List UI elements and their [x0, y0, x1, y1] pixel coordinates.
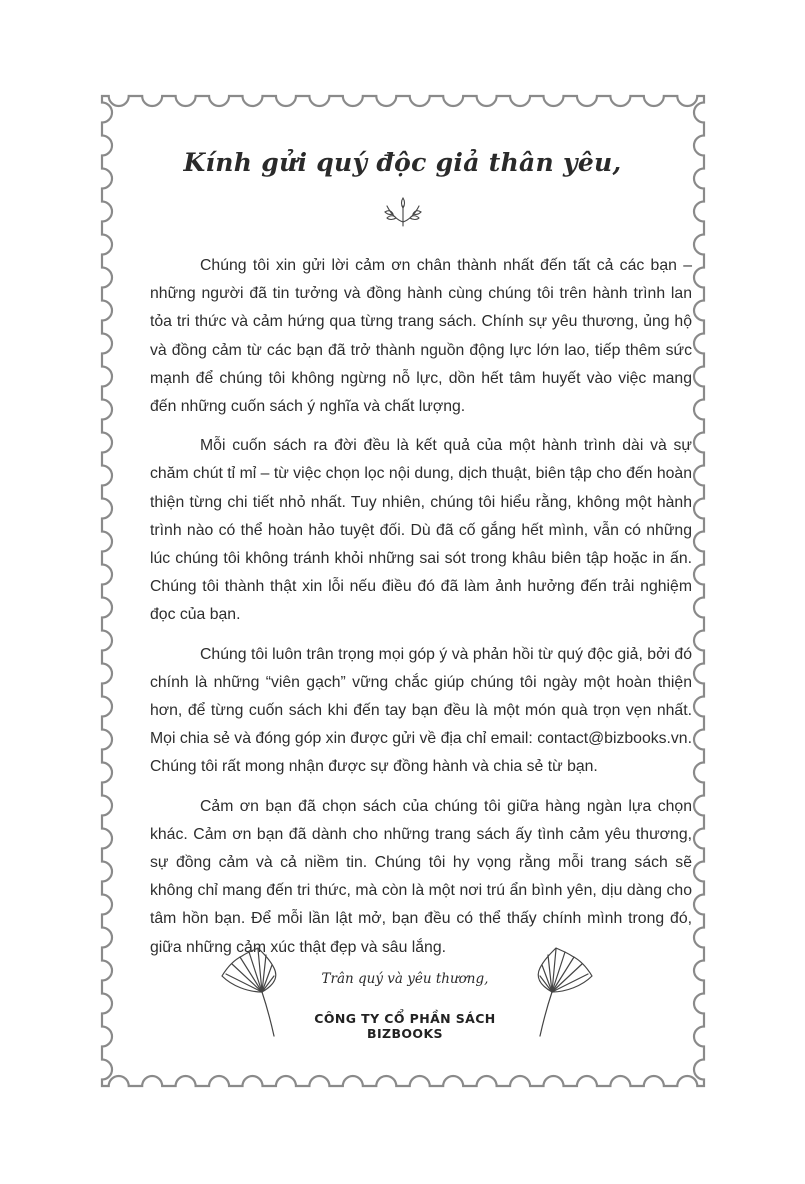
letter-paragraph-1: Chúng tôi xin gửi lời cảm ơn chân thành nhất đến tất cả các bạn – những người đã tin tưởng và đồng hành cùng chúng tôi trên hành trình lan tỏa tri thức và cảm hứng qua từng trang sách. Chính sự yêu thương, ủng hộ và đồng cảm từ các bạn đã trở thành nguồn động lực lớn lao, tiếp thêm sức mạnh để chúng tôi không ngừng nỗ lực, dồn hết tâm huyết vào việc mang đến những cuốn sách ý nghĩa và chất lượng.	[150, 257, 692, 416]
letter-paragraph-3: Chúng tôi luôn trân trọng mọi góp ý và phản hồi từ quý độc giả, bởi đó chính là những “viên gạch” vững chắc giúp chúng tôi ngày một hoàn thiện hơn, để từng cuốn sách khi đến tay bạn đều là một món quà trọn vẹn nhất. Mọi chia sẻ và đóng góp xin được gửi về địa chỉ email: contact@bizbooks.vn. Chúng tôi rất mong nhận được sự đồng hành và chia sẻ từ bạn.	[150, 645, 692, 776]
letter-paragraph-4: Cảm ơn bạn đã chọn sách của chúng tôi giữa hàng ngàn lựa chọn khác. Cảm ơn bạn đã dành cho những trang sách ấy tình cảm yêu thương, sự đồng cảm và cả niềm tin. Chúng tôi hy vọng rằng mỗi trang sách sẽ không chỉ mang đến tri thức, mà còn là một nơi trú ẩn bình yên, dịu dàng cho tâm hồn bạn. Để mỗi lần lật mở, bạn đều có thể thấy chính mình trong đó, giữa những cảm xúc thật đẹp và sâu lắng.	[150, 797, 692, 956]
letter-greeting: Kính gửi quý độc giả thân yêu,	[183, 148, 622, 177]
letter-paragraph-2: Mỗi cuốn sách ra đời đều là kết quả của một hành trình dài và sự chăm chút tỉ mỉ – từ việc chọn lọc nội dung, dịch thuật, biên tập cho đến hoàn thiện từng chi tiết nhỏ nhất. Tuy nhiên, chúng tôi hiểu rằng, không một hành trình nào có thể hoàn hảo tuyệt đối. Dù đã cố gắng hết mình, vẫn có những lúc chúng tôi không tránh khỏi những sai sót trong khâu biên tập hoặc in ấn. Chúng tôi thành thật xin lỗi nếu điều đó đã làm ảnh hưởng đến trải nghiệm đọc của bạn.	[150, 437, 692, 624]
ginkgo-leaf-icon	[218, 946, 300, 1038]
letter-signoff: Trân quý và yêu thương,	[321, 971, 489, 987]
ginkgo-leaf-icon	[514, 946, 596, 1038]
leaf-sprig-icon	[383, 196, 423, 228]
company-name: CÔNG TY CỔ PHẦN SÁCH BIZBOOKS	[314, 1011, 496, 1041]
letter-body	[150, 252, 692, 973]
